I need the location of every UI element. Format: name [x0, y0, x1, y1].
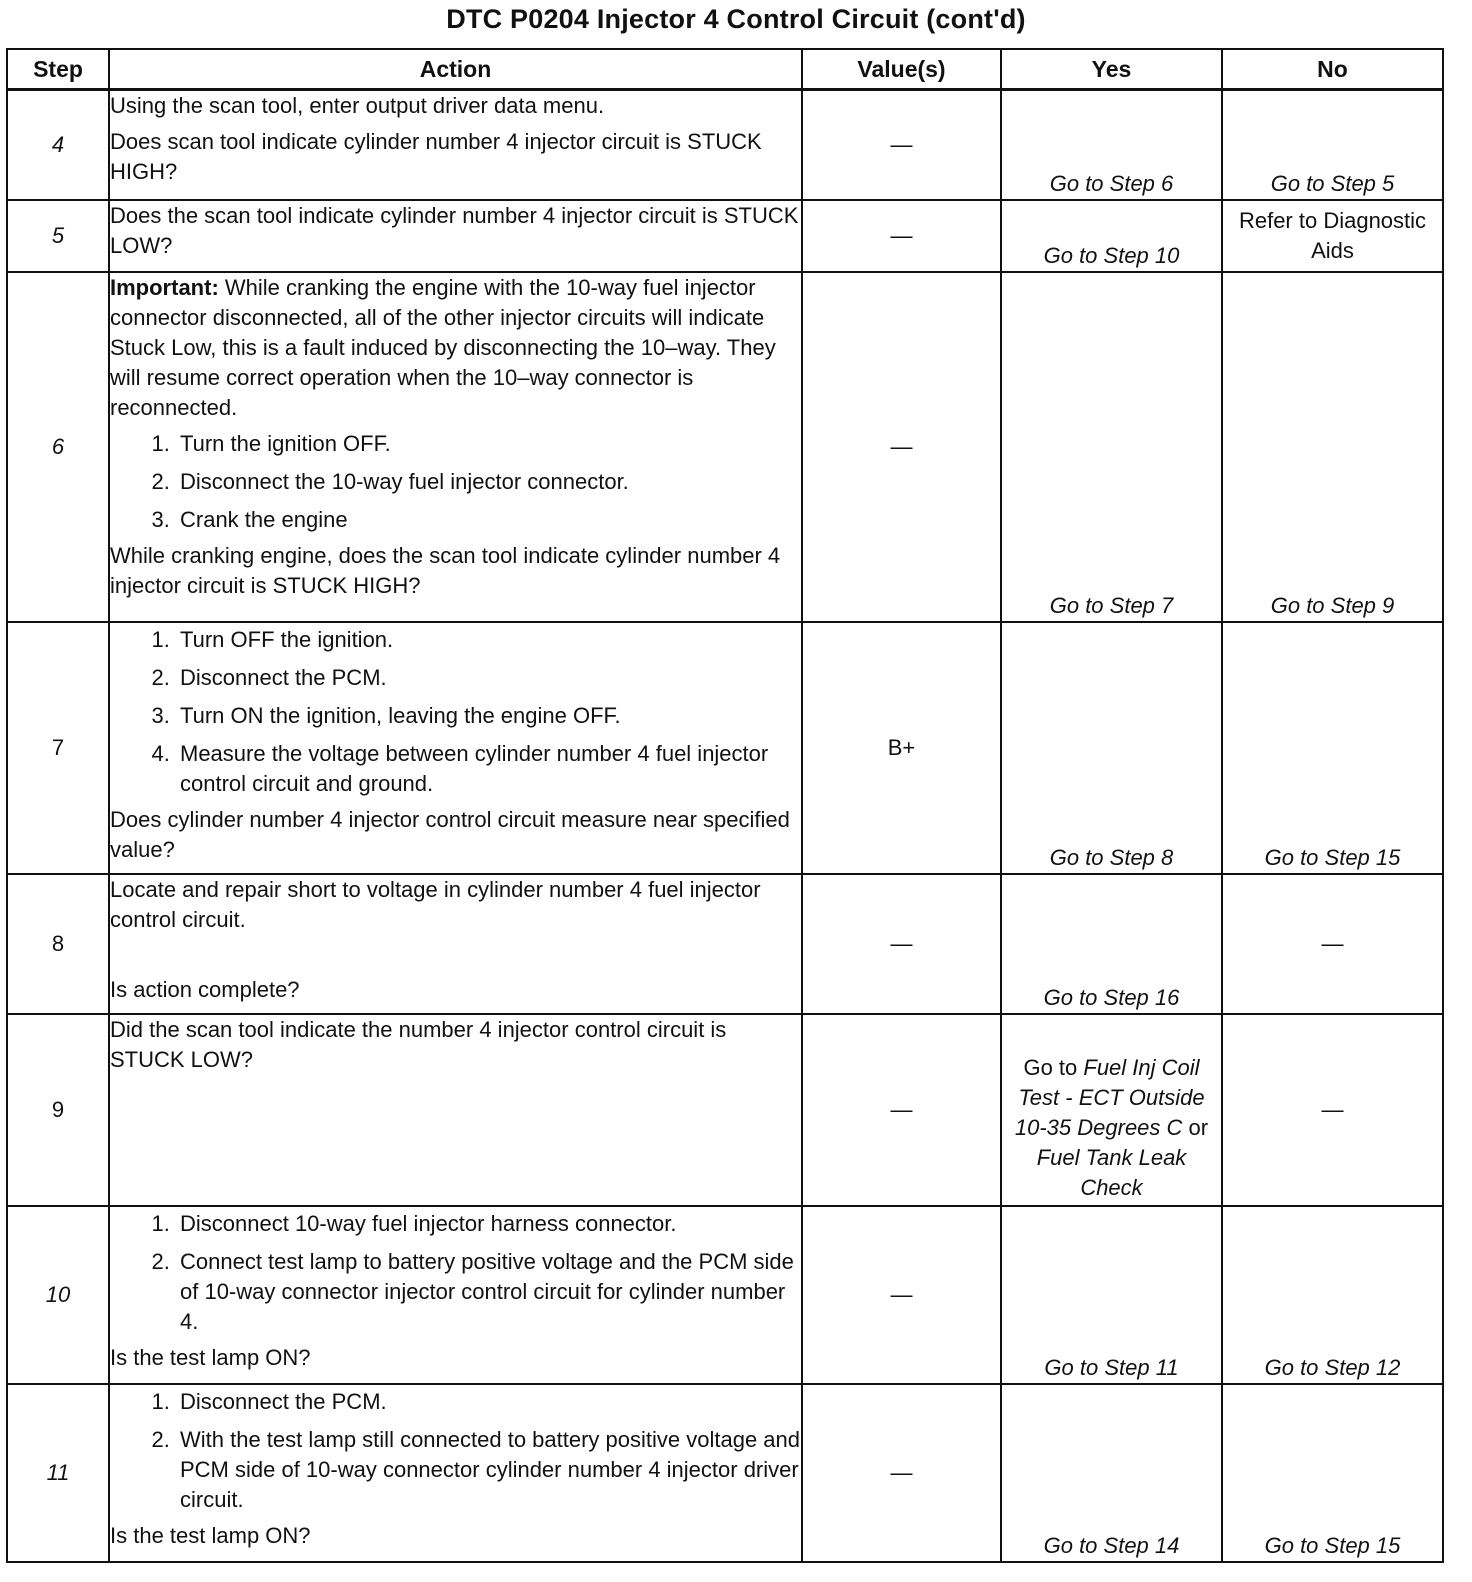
action-cell — [109, 90, 802, 200]
table-row — [7, 1206, 1443, 1384]
action-question: While cranking engine, does the scan tool indicate cylinder number 4 injector circuit is STUCK HIGH? — [110, 542, 781, 598]
value-cell: — — [802, 200, 1001, 272]
action-cell — [109, 1384, 802, 1562]
action-cell — [109, 874, 802, 1014]
no-cell: Go to Step 15 — [1222, 622, 1443, 874]
no-cell: — — [1222, 874, 1443, 1014]
action-question: Did the scan tool indicate the number 4 injector control circuit is STUCK LOW? — [110, 1016, 727, 1072]
list-item: 2. Disconnect the PCM. — [176, 663, 801, 693]
header-action: Action — [109, 49, 802, 90]
yes-cell: Go to Step 8 — [1001, 622, 1222, 874]
no-cell: — — [1222, 1014, 1443, 1206]
table-row — [7, 1384, 1443, 1562]
no-cell: Go to Step 12 — [1222, 1206, 1443, 1384]
no-cell: Go to Step 9 — [1222, 272, 1443, 622]
important-text: While cranking the engine with the 10-way fuel injector connector disconnected, all of the other injector circuits will indicate Stuck Low, this is a fault induced by disconnecting the 10–way. They will resume correct operation when the 10–way connector is reconnected. — [110, 274, 776, 420]
list-item: 3. Turn ON the ignition, leaving the engine OFF. — [176, 701, 801, 731]
value-cell: — — [802, 90, 1001, 200]
action-text: Locate and repair short to voltage in cylinder number 4 fuel injector control circuit. — [110, 876, 761, 932]
action-question: Does the scan tool indicate cylinder number 4 injector circuit is STUCK LOW? — [110, 202, 799, 258]
fuel-inj-coil-test-link[interactable]: Fuel Inj Coil Test - ECT Outside 10-35 Degrees C — [1014, 1054, 1205, 1140]
table-header-row — [7, 49, 1443, 90]
action-question: Is the test lamp ON? — [110, 1522, 311, 1548]
action-cell — [109, 622, 802, 874]
list-item: 2. Connect test lamp to battery positive voltage and the PCM side of 10-way connector injector control circuit for cylinder number 4. — [176, 1247, 801, 1337]
header-no: No — [1222, 49, 1443, 90]
important-label: Important: — [110, 274, 219, 300]
header-yes: Yes — [1001, 49, 1222, 90]
fuel-tank-leak-check-link[interactable]: Fuel Tank Leak Check — [1036, 1144, 1187, 1200]
value-cell: B+ — [802, 622, 1001, 874]
yes-cell — [1001, 1014, 1222, 1206]
yes-cell: Go to Step 7 — [1001, 272, 1222, 622]
step-number: 8 — [7, 874, 109, 1014]
action-question: Does cylinder number 4 injector control circuit measure near specified value? — [110, 806, 790, 862]
value-cell: — — [802, 272, 1001, 622]
value-cell: — — [802, 1384, 1001, 1562]
list-item: 4. Measure the voltage between cylinder number 4 fuel injector control circuit and ground. — [176, 739, 801, 799]
list-item: 2. Disconnect the 10-way fuel injector connector. — [176, 467, 801, 497]
procedure-list — [110, 1209, 801, 1337]
step-number: 10 — [7, 1206, 109, 1384]
action-cell — [109, 1206, 802, 1384]
yes-cell: Go to Step 11 — [1001, 1206, 1222, 1384]
value-cell: — — [802, 1014, 1001, 1206]
yes-or: or — [1182, 1114, 1209, 1140]
procedure-list — [110, 429, 801, 535]
action-question: Is the test lamp ON? — [110, 1344, 311, 1370]
action-cell — [109, 272, 802, 622]
yes-cell: Go to Step 16 — [1001, 874, 1222, 1014]
step-number: 9 — [7, 1014, 109, 1206]
procedure-list — [110, 625, 801, 799]
list-item: 1. Turn OFF the ignition. — [176, 625, 801, 655]
value-cell: — — [802, 874, 1001, 1014]
procedure-list — [110, 1387, 801, 1515]
table-row — [7, 90, 1443, 200]
list-item: 1. Disconnect the PCM. — [176, 1387, 801, 1417]
table-row — [7, 200, 1443, 272]
step-number: 7 — [7, 622, 109, 874]
yes-cell: Go to Step 6 — [1001, 90, 1222, 200]
action-cell — [109, 1014, 802, 1206]
no-cell: Refer to Diagnostic Aids — [1222, 200, 1443, 272]
diagnostic-table — [6, 48, 1444, 1563]
spacer — [110, 935, 801, 975]
table-row — [7, 1014, 1443, 1206]
step-number: 5 — [7, 200, 109, 272]
step-number: 11 — [7, 1384, 109, 1562]
list-item: 2. With the test lamp still connected to battery positive voltage and PCM side of 10-way connector cylinder number 4 injector driver circuit. — [176, 1425, 801, 1515]
action-question: Does scan tool indicate cylinder number 4 injector circuit is STUCK HIGH? — [110, 129, 762, 184]
list-item: 3. Crank the engine — [176, 505, 801, 535]
yes-cell: Go to Step 14 — [1001, 1384, 1222, 1562]
step-number: 4 — [7, 90, 109, 200]
table-row — [7, 622, 1443, 874]
yes-cell: Go to Step 10 — [1001, 200, 1222, 272]
page-title: DTC P0204 Injector 4 Control Circuit (cont'd) — [446, 4, 1026, 34]
step-number: 6 — [7, 272, 109, 622]
important-note — [110, 273, 801, 423]
action-text: Using the scan tool, enter output driver data menu. — [110, 93, 605, 118]
action-question: Is action complete? — [110, 976, 300, 1002]
value-cell: — — [802, 1206, 1001, 1384]
header-step: Step — [7, 49, 109, 90]
no-cell: Go to Step 5 — [1222, 90, 1443, 200]
header-values: Value(s) — [802, 49, 1001, 90]
no-cell: Go to Step 15 — [1222, 1384, 1443, 1562]
table-row — [7, 272, 1443, 622]
yes-prefix: Go to — [1023, 1054, 1084, 1080]
action-cell — [109, 200, 802, 272]
list-item: 1. Turn the ignition OFF. — [176, 429, 801, 459]
table-row — [7, 874, 1443, 1014]
list-item: 1. Disconnect 10-way fuel injector harness connector. — [176, 1209, 801, 1239]
